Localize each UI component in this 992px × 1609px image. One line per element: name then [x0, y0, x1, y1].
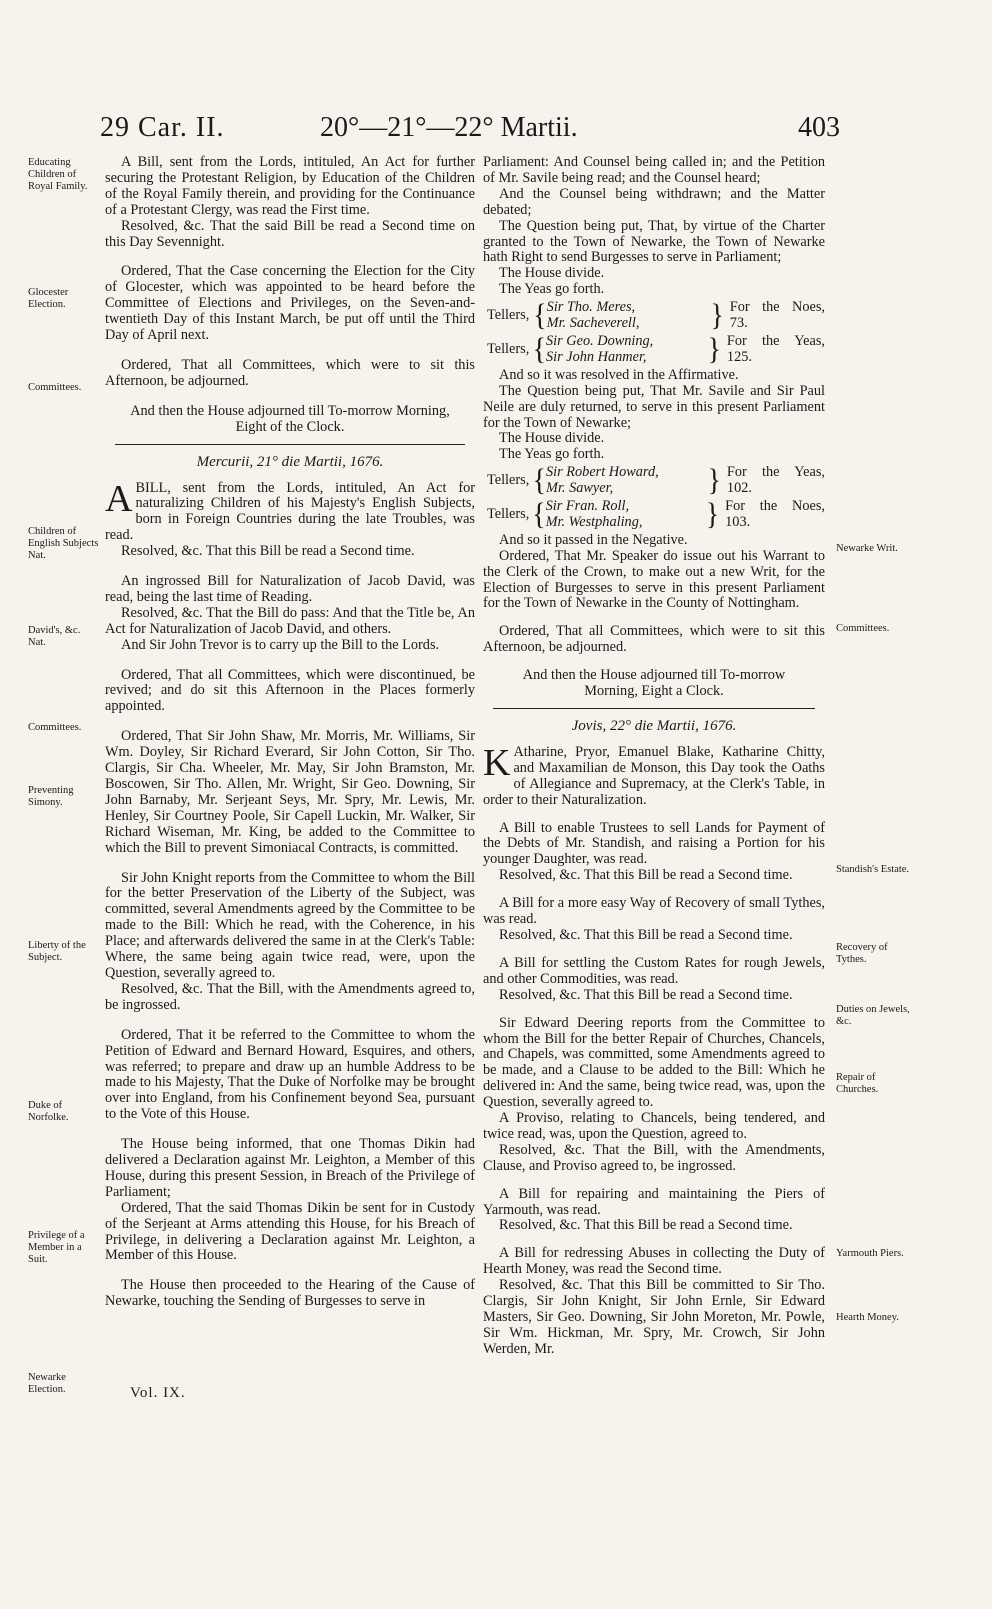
- page-header: [100, 112, 840, 148]
- tellers-division: [487, 334, 825, 366]
- vote-result: For the Yeas, 102.: [726, 464, 825, 497]
- paragraph: The Yeas go forth.: [499, 446, 605, 463]
- paragraph: Parliament: And Counsel being called in; and the Petition of Mr. Savile being read; and the Counsel heard;: [483, 154, 825, 186]
- paragraph: Sir John Knight reports from the Committee to whom the Bill for the better Preservation of the Liberty of the Subject, was committed, several Amendments agreed by the Committee to be made to the Bill: Which he read, with the Coherence, in his Place; and afterwards delivered the same in at the Clerk's Table: Where, the same being again twice read, were, upon the Question, severally agreed to.: [105, 869, 475, 981]
- left-column: [105, 155, 475, 1322]
- tellers-label: Tellers,: [487, 472, 530, 489]
- teller-name: Mr. Sawyer,: [546, 480, 614, 497]
- paragraph: Resolved, &c. That this Bill be read a Second time.: [499, 867, 793, 884]
- paragraph: And Sir John Trevor is to carry up the Bill to the Lords.: [121, 636, 440, 653]
- tellers-label: Tellers,: [487, 505, 530, 522]
- paragraph: Ordered, That it be referred to the Committee to whom the Petition of Edward and Bernard Howard, Esquires, and others, was referred; to prepare and draw up an humble Address to be made to his Majesty, That the Duke of Norfolke may be brought over into England, from his Confinement beyond Sea, pursuant to the Vote of this House.: [105, 1026, 475, 1123]
- brace-right: }: [707, 332, 721, 367]
- paragraph: The Question being put, That Mr. Savile and Sir Paul Neile are duly returned, to serve in this present Parliament for the Town of Newarke;: [483, 382, 825, 431]
- paragraph: Ordered, That all Committees, which were to sit this Afternoon, be adjourned.: [483, 623, 825, 656]
- paragraph: A Bill, sent from the Lords, intituled, An Act for further securing the Protestant Religion, by Education of the Children of the Royal Family therein, and providing for the Continuance of a Protestant Clergy, was read the First time.: [105, 154, 475, 218]
- section-rule: [115, 444, 465, 445]
- paragraph: Ordered, That all Committees, which were discontinued, be revived; and do sit this Afternoon in the Places formerly appointed.: [105, 666, 475, 715]
- brace-right: }: [707, 463, 721, 498]
- margin-note: Yarmouth Piers.: [836, 1248, 904, 1259]
- teller-name: Sir Fran. Roll,: [545, 498, 630, 515]
- teller-name: Mr. Westphaling,: [545, 513, 643, 530]
- paragraph: Atharine, Pryor, Emanuel Blake, Katharine Chitty, and Maxamilian de Monson, this Day took the Oaths of Allegiance and Supremacy, at the Clerk's Table, in order to their Naturalization.: [483, 743, 825, 808]
- margin-note: Newarke Writ.: [836, 543, 898, 554]
- paragraph: Resolved, &c. That this Bill be read a Second time.: [121, 543, 415, 560]
- tellers-label: Tellers,: [487, 340, 530, 357]
- margin-note: Hearth Money.: [836, 1312, 899, 1323]
- paragraph: A Bill for repairing and maintaining the Piers of Yarmouth, was read.: [483, 1185, 825, 1218]
- paragraph: Ordered, That the said Thomas Dikin be sent for in Custody of the Serjeant at Arms attending this House, for his Breach of Privilege, in delivering a Declaration against Mr. Leighton, a Member of this House.: [105, 1199, 475, 1264]
- section-rule: [493, 708, 815, 709]
- regnal-year: 29 Car. II.: [100, 112, 225, 143]
- day-heading: Mercurii, 21° die Martii, 1676.: [196, 453, 384, 470]
- paragraph: Resolved, &c. That this Bill be committed to Sir Tho. Clargis, Sir John Knight, Sir John Ernle, Sir Edward Masters, Sir Geo. Downing, Sir John Moreton, Mr. Powle, Sir Wm. Hickman, Mr. Spry, Mr. Crowch, Sir John Werden, Mr.: [483, 1277, 825, 1357]
- tellers-label: Tellers,: [487, 307, 530, 324]
- teller-name: Sir John Hanmer,: [546, 348, 647, 365]
- right-column: [483, 155, 825, 1358]
- paragraph: And so it passed in the Negative.: [499, 531, 688, 548]
- paragraph: An ingrossed Bill for Naturalization of Jacob David, was read, being the last time of Reading.: [105, 573, 475, 605]
- adjournment: And then the House adjourned till To-morrow Morning, Eight a Clock.: [522, 667, 786, 700]
- paragraph: Resolved, &c. That this Bill be read a Second time.: [499, 986, 793, 1003]
- margin-note: Educating Children of Royal Family.: [28, 157, 88, 192]
- paragraph: A Bill to enable Trustees to sell Lands for Payment of the Debts of Mr. Standish, and raising a Portion for his younger Daughter, was read.: [483, 819, 825, 868]
- paragraph: The House divide.: [499, 430, 605, 447]
- margin-note: Privilege of a Member in a Suit.: [28, 1230, 85, 1265]
- paragraph: The House then proceeded to the Hearing of the Cause of Newarke, touching the Sending of Burgesses to serve in: [105, 1277, 475, 1310]
- paragraph: Resolved, &c. That this Bill be read a Second time.: [499, 926, 793, 943]
- drop-cap: A: [105, 477, 133, 520]
- margin-note: Recovery of Tythes.: [836, 942, 888, 965]
- page-number: 403: [798, 112, 840, 143]
- brace-right: }: [710, 298, 724, 333]
- teller-name: Sir Robert Howard,: [546, 464, 659, 481]
- teller-name: Mr. Sacheverell,: [546, 315, 640, 332]
- vote-result: For the Noes, 103.: [725, 498, 825, 530]
- volume-mark: Vol. IX.: [130, 1385, 186, 1401]
- paragraph: The Yeas go forth.: [499, 281, 605, 298]
- paragraph: Resolved, &c. That the Bill, with the Amendments agreed to, be ingrossed.: [105, 980, 475, 1013]
- paragraph: A Proviso, relating to Chancels, being tendered, and twice read, was, upon the Question, agreed to.: [483, 1110, 825, 1142]
- paragraph: And the Counsel being withdrawn; and the Matter debated;: [483, 185, 825, 218]
- margin-note: Standish's Estate.: [836, 864, 910, 875]
- brace-right: }: [705, 497, 720, 532]
- margin-note: Newarke Election.: [28, 1372, 66, 1395]
- paragraph: Ordered, That Mr. Speaker do issue out his Warrant to the Clerk of the Crown, to make out a new Writ, for the Election of Burgesses to serve in this present Parliament for the Town of Newarke in the County of Nottingham.: [483, 547, 825, 612]
- margin-note: Preventing Simony.: [28, 785, 74, 808]
- margin-note: Duties on Jewels, &c.: [836, 1004, 910, 1027]
- brace-left: {: [532, 463, 547, 498]
- vote-result: For the Yeas, 125.: [726, 332, 825, 365]
- paragraph: Ordered, That Sir John Shaw, Mr. Morris, Mr. Williams, Sir Wm. Doyley, Sir Richard Everard, Sir John Cotton, Sir Tho. Clargis, Sir Cha. Wheeler, Mr. May, Sir John Bramston, Mr. Boscowen, Sir Tho. Allen, Mr. Wright, Sir Geo. Downing, Sir John Barnaby, Mr. Serjeant Seys, Mr. Spry, Mr. Lewis, Mr. Henley, Sir Courtney Poole, Sir Capell Luckin, Mr. Walker, Sir Richard Wiseman, Mr. King, be added to the Committee to which the Bill to prevent Simoniacal Contracts, is committed.: [105, 728, 475, 856]
- drop-cap: K: [483, 741, 511, 784]
- brace-left: {: [533, 298, 547, 333]
- margin-note: Children of English Subjects Nat.: [28, 526, 99, 561]
- tellers-division: [487, 300, 825, 332]
- vote-result: For the Noes, 73.: [729, 299, 825, 332]
- teller-name: Sir Geo. Downing,: [546, 332, 654, 349]
- tellers-division: [487, 465, 825, 497]
- paragraph: Resolved, &c. That the said Bill be read a Second time on this Day Sevennight.: [105, 217, 475, 250]
- paragraph: Sir Edward Deering reports from the Committee to whom the Bill for the better Repair of Churches, Chancels, and Chapels, was committed, some Amendments agreed to be made, and a Clause to be added to the Bill: Which he delivered in: And the same, being twice read, was, upon the Question, severally agreed to.: [483, 1014, 825, 1111]
- brace-left: {: [532, 497, 546, 532]
- margin-note: Committees.: [836, 623, 890, 634]
- paragraph: And so it was resolved in the Affirmative.: [499, 366, 739, 383]
- paragraph: BILL, sent from the Lords, intituled, An Act for naturalizing Children of his Majesty's English Subjects, born in Foreign Countries during the late Troubles, was read.: [105, 479, 475, 544]
- paragraph: The Question being put, That, by virtue of the Charter granted to the Town of Newarke, the Town of Newarke hath Right to send Burgesses to serve in Parliament;: [483, 217, 825, 266]
- margin-note: Glocester Election.: [28, 287, 69, 310]
- paragraph: A Bill for a more easy Way of Recovery of small Tythes, was read.: [483, 895, 825, 928]
- margin-note: Committees.: [28, 382, 82, 393]
- paragraph: Resolved, &c. That the Bill do pass: And that the Title be, An Act for Naturalization of Jacob David, and others.: [105, 604, 475, 637]
- paragraph: The House divide.: [499, 265, 605, 282]
- tellers-division: [487, 499, 825, 531]
- margin-note: Repair of Churches.: [836, 1072, 879, 1095]
- margin-note: Duke of Norfolke.: [28, 1100, 69, 1123]
- margin-note: Committees.: [28, 722, 82, 733]
- adjournment: And then the House adjourned till To-morrow Morning, Eight of the Clock.: [130, 402, 450, 435]
- margin-note: Liberty of the Subject.: [28, 940, 86, 963]
- paragraph: Ordered, That all Committees, which were to sit this Afternoon, be adjourned.: [105, 356, 475, 389]
- header-dates: 20°—21°—22° Martii.: [320, 112, 578, 143]
- paragraph: A Bill for settling the Custom Rates for rough Jewels, and other Commodities, was read.: [483, 954, 825, 987]
- paragraph: Resolved, &c. That the Bill, with the Amendments, Clause, and Proviso agreed to, be ingrossed.: [483, 1141, 825, 1174]
- paragraph: Ordered, That the Case concerning the Election for the City of Glocester, which was appointed to be heard before the Committee of Elections and Privileges, on the Seven-and-twentieth Day of this Instant March, be put off until the Third Day of April next.: [105, 263, 475, 344]
- paragraph: Resolved, &c. That this Bill be read a Second time.: [499, 1217, 793, 1234]
- margin-note: David's, &c. Nat.: [28, 625, 81, 648]
- day-heading: Jovis, 22° die Martii, 1676.: [571, 718, 737, 734]
- paragraph: A Bill for redressing Abuses in collecting the Duty of Hearth Money, was read the Second time.: [483, 1245, 825, 1278]
- paragraph: The House being informed, that one Thomas Dikin had delivered a Declaration against Mr. Leighton, a Member of this House, during this present Session, in Breach of the Privilege of Parliament;: [105, 1136, 475, 1200]
- teller-name: Sir Tho. Meres,: [546, 299, 636, 316]
- brace-left: {: [532, 332, 547, 367]
